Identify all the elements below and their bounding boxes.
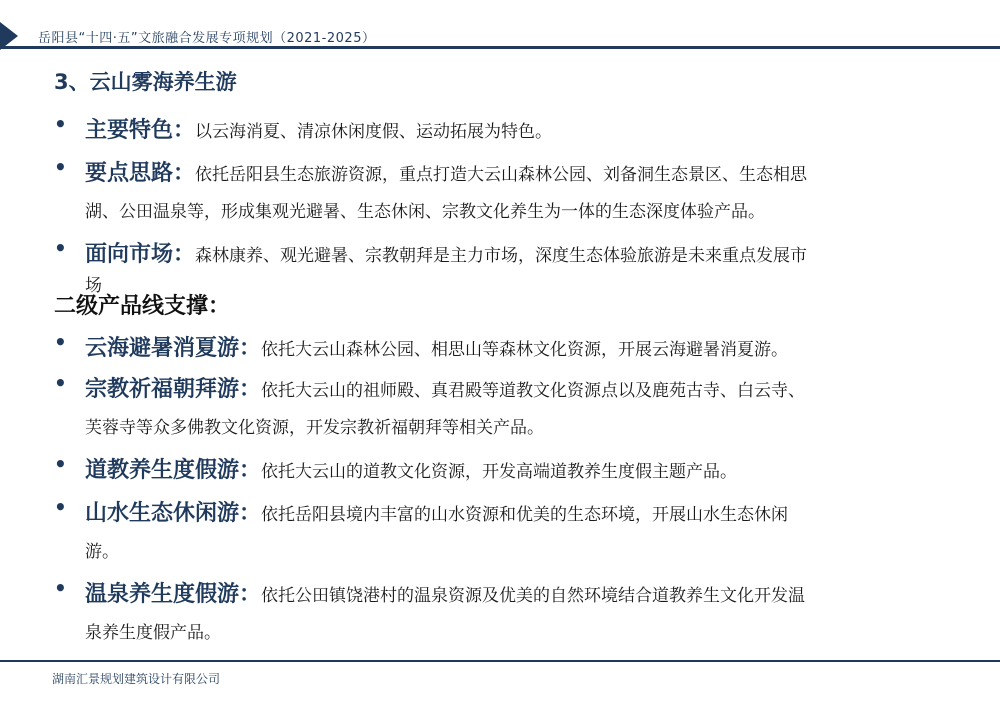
product-line-term: 宗教祈福朝拜游	[85, 377, 240, 402]
bullet-icon: •	[54, 495, 67, 519]
item-description-continued: 湖、公田温泉等，形成集观光避暑、生态休闲、宗教文化养生为一体的生态深度体验产品。	[85, 202, 765, 222]
product-line-description-continued: 芙蓉寺等众多佛教文化资源，开发宗教祈福朝拜等相关产品。	[85, 418, 544, 438]
product-line-description: 依托大云山的道教文化资源，开发高端道教养生度假主题产品。	[261, 462, 738, 482]
product-line-term: 云海避暑消夏游	[85, 336, 240, 361]
feature-item-market	[52, 236, 960, 297]
bullet-icon: •	[54, 236, 67, 260]
item-term: 要点思路	[85, 161, 174, 186]
product-line-description: 依托大云山森林公园、相思山等森林文化资源，开展云海避暑消夏游。	[261, 340, 789, 360]
footer-divider	[0, 660, 1000, 662]
item-colon: ：	[239, 458, 262, 483]
header-divider	[0, 46, 1000, 49]
header-title: 岳阳县“十四·五”文旅融合发展专项规划（2021-2025）	[38, 31, 376, 46]
bullet-icon: •	[54, 371, 67, 395]
item-colon: ：	[239, 377, 262, 402]
item-colon: ：	[239, 501, 262, 526]
item-colon: ：	[239, 582, 262, 607]
feature-item-main	[52, 112, 960, 151]
product-line-term: 温泉养生度假游	[85, 582, 240, 607]
item-description: 森林康养、观光避暑、宗教朝拜是主力市场，深度生态体验旅游是未来重点发展市	[195, 246, 808, 266]
section-title: 3、云山雾海养生游	[54, 70, 237, 94]
product-line-hotspring	[52, 576, 960, 651]
item-description: 依托岳阳县生态旅游资源，重点打造大云山森林公园、刘备洞生态景区、生态相思	[195, 165, 808, 185]
product-line-term: 道教养生度假游	[85, 458, 240, 483]
product-line-landscape	[52, 495, 960, 570]
bullet-icon: •	[54, 112, 67, 136]
product-line-taoist	[52, 452, 960, 491]
item-colon: ：	[173, 118, 196, 143]
bullet-icon: •	[54, 155, 67, 179]
product-line-term: 山水生态休闲游	[85, 501, 240, 526]
bullet-icon: •	[54, 330, 67, 354]
item-term: 面向市场	[85, 242, 174, 267]
product-line-description: 依托公田镇饶港村的温泉资源及优美的自然环境结合道教养生文化开发温	[261, 586, 806, 606]
item-colon: ：	[173, 161, 196, 186]
product-line-description-continued: 泉养生度假产品。	[85, 623, 221, 643]
item-term: 主要特色	[85, 118, 174, 143]
product-line-description: 依托大云山的祖师殿、真君殿等道教文化资源点以及鹿苑古寺、白云寺、	[261, 381, 806, 401]
item-description: 以云海消夏、清凉休闲度假、运动拓展为特色。	[195, 122, 553, 142]
bullet-icon: •	[54, 452, 67, 476]
sub-heading: 二级产品线支撑：	[54, 294, 231, 319]
item-colon: ：	[173, 242, 196, 267]
product-line-cloud	[52, 330, 960, 369]
footer-company: 湖南汇景规划建筑设计有限公司	[52, 672, 221, 686]
product-line-description: 依托岳阳县境内丰富的山水资源和优美的生态环境，开展山水生态休闲	[261, 505, 789, 525]
bullet-icon: •	[54, 576, 67, 600]
product-line-religion	[52, 371, 960, 446]
item-description-continued: 场	[85, 276, 102, 296]
feature-item-approach	[52, 155, 960, 230]
item-colon: ：	[239, 336, 262, 361]
product-line-description-continued: 游。	[85, 542, 119, 562]
